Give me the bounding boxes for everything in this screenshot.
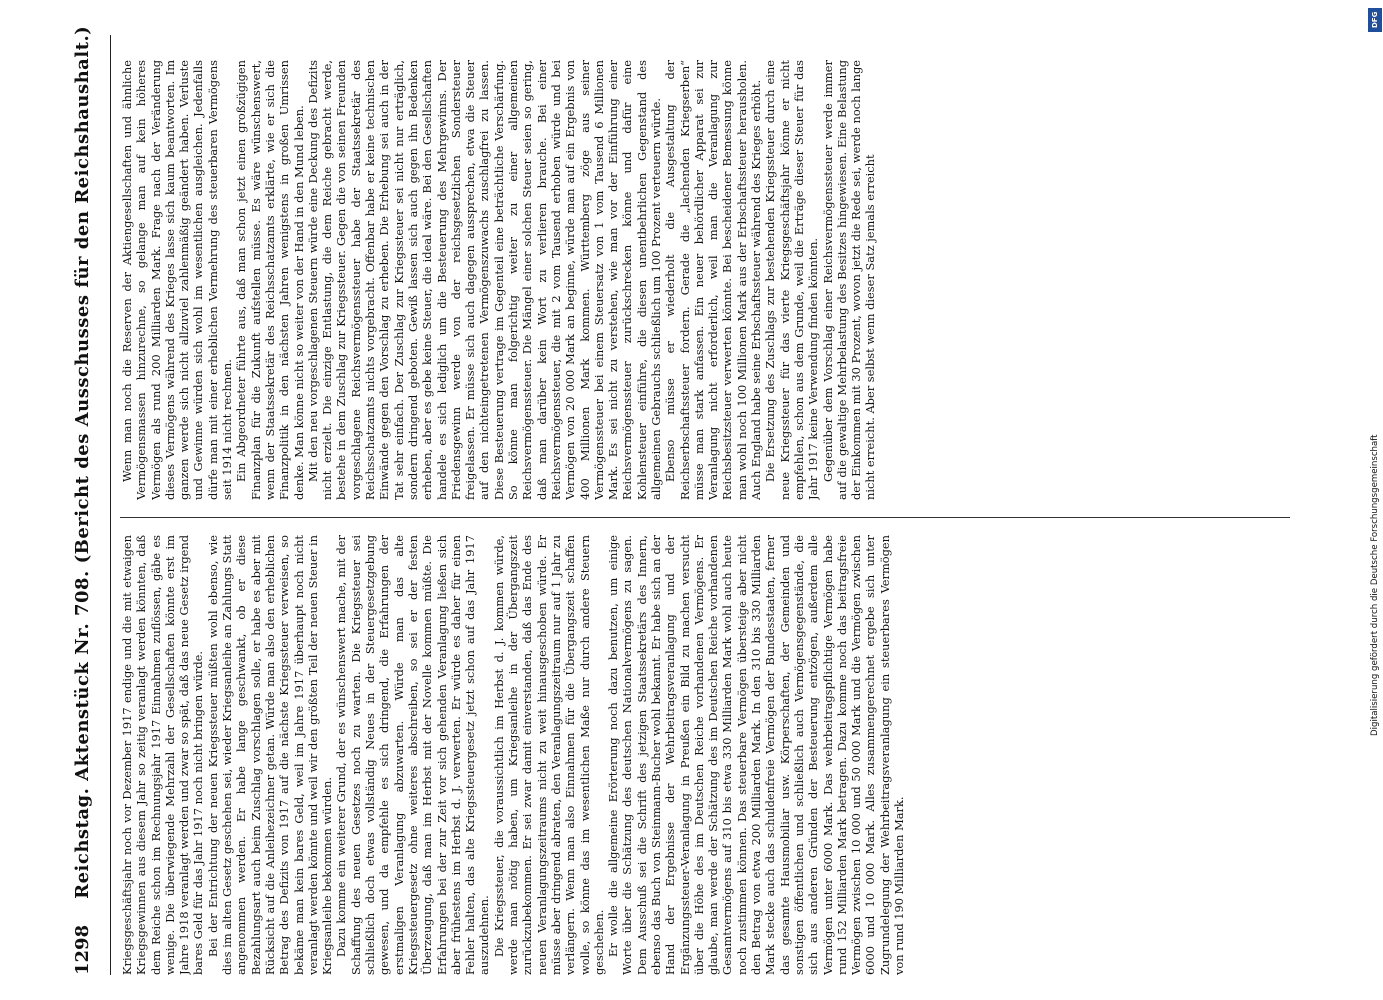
paragraph: Die Kriegssteuer, die voraussichtlich im Herbst d. J. kommen würde, werde man nötig haben, um Kriegsanleihe in der Übergangszeit zurückzubekommen. Er sei zwar damit einverstanden, daß das Ende des neuen Veranlagungszeitraums nicht zu weit hinausgeschoben würde. Er müsse aber dringend abraten, den Veranlagungszeitraum nur auf 1 Jahr zu verlängern. Wenn man also Einnahmen für die Übergangszeit schaffen wolle, so könne das im wesentlichen Maße nur durch andere Steuern geschehen. [491,535,606,975]
paragraph: Dazu komme ein weiterer Grund, der es wünschenswert mache, mit der Schaffung des neuen Gesetzes noch zu warten. Die Kriegssteuer sei schließlich doch etwas vollständig Neues in der Steuergesetzgebung gewesen, und da empfehle es sich dringend, die Erfahrungen der erstmaligen Veranlagung abzuwarten. Würde man das alte Kriegssteuergesetz ohne weiteres abschreiben, so sei er der festen Überzeugung, daß man im Herbst mit der Novelle kommen müßte. Die Erfahrungen bei der zur Zeit vor sich gehenden Veranlagung ließen sich aber frühestens im Herbst d. J. verwerten. Er würde es daher für einen Fehler halten, das alte Kriegssteuergesetz jetzt schon auf das Jahr 1917 auszudehnen. [334,535,492,975]
page-title: Reichstag. Aktenstück Nr. 708. (Bericht des Ausschusses für den Reichshaushalt.) [72,25,93,899]
paragraph: Er wolle die allgemeine Erörterung noch dazu benutzen, um einige Worte über die Schätzung des deutschen Nationalvermögens zu sagen. Dem Ausschuß sei die Schrift des jetzigen Staatssekretärs des Innern, ebenso das Buch von Steinmann-Bucher wohl bekannt. Er habe sich an der Hand der Ergebnisse der Wehrbeitragsveranlagung und der Ergänzungssteuer-Veranlagung in Preußen ein Bild zu machen versucht über die Höhe des im Deutschen Reiche vorhandenen Vermögens. Er glaube, man werde der Schätzung des im Deutschen Reiche vorhandenen Gesamtvermögens auf 310 bis etwa 330 Milliarden Mark wohl auch heute noch zustimmen können. Das steuerbare Vermögen übersteige aber nicht den Betrag von etwa 200 Milliarden Mark. In den 310 bis 330 Milliarden Mark stecke auch das schuldenfreie Vermögen der Bundesstaaten, ferner das gesamte Hausmobiliar usw. Körperschaften, der Gemeinden und sonstigen öffentlichen und schließlich auch Vermögensgegenstände, die sich aus anderen Gründen der Besteuerung entzögen, außerdem alle Vermögen unter 6000 Mark. Das wehrbeitragspflichtige Vermögen habe rund 152 Milliarden Mark betragen. Dazu komme noch das beitragsfreie Vermögen zwischen 10 000 und 50 000 Mark und die Vermögen zwischen 6000 und 10 000 Mark. Alles zusammengerechnet ergebe sich unter Zugrundelegung der Wehrbeitragsveranlagung ein steuerbares Vermögen von rund 190 Milliarden Mark. [606,535,907,975]
page-header [72,25,108,975]
digitization-note: Digitalisierung gefördert durch die Deutsche Forschungsgemeinschaft [1370,434,1380,736]
paragraph: Kriegsgeschäftsjahr noch vor Dezember 1917 endige und die mit etwaigen Kriegsgewinnen aus diesem Jahr so zeitig veranlagt werden könnten, daß dem Reiche schon im Rechnungsjahr 1917 Einnahmen zuflössen, gäbe es wenige. Die überwiegende Mehrzahl der Gesellschaften könnte erst im Jahre 1918 veranlagt werden und zwar so spät, daß das neue Gesetz irgend bares Geld für das Jahr 1917 noch nicht bringen würde. [120,535,206,975]
paragraph: Ein Abgeordneter führte aus, daß man schon jetzt einen großzügigen Finanzplan für die Zukunft aufstellen müsse. Es wäre wünschenswert, wenn der Staatssekretär des Reichsschatzamts erklärte, wie er sich die Finanzpolitik in den nächsten Jahren wenigstens in großen Umrissen denke. Man könne nicht so weiter von der Hand in den Mund leben. [234,60,306,500]
page-number: 1298 [72,924,93,975]
dfg-logo: DFG [1368,8,1382,32]
paragraph: Mit den neu vorgeschlagenen Steuern würde eine Deckung des Defizits nicht erzielt. Die einzige Entlastung, die dem Reiche gebracht werde, bestehe in dem Zuschlag zur Kriegssteuer. Gegen die von seinen Freunden vorgeschlagene Reichsvermögenssteuer habe der Staatssekretär des Reichsschatzamts nichts vorgebracht. Offenbar habe er keine technischen Einwände gegen den Vorschlag zu erheben. Die Erhebung sei auch in der Tat sehr einfach. Der Zuschlag zur Kriegssteuer sei nicht nur erträglich, sondern dringend geboten. Gewiß lassen sich auch gegen ihn Bedenken erheben, aber es gebe keine Steuer, die ideal wäre. Bei den Gesellschaften handele es sich lediglich um die Besteuerung des Mehrgewinns. Der Friedensgewinn werde von der reichsgesetzlichen Sondersteuer freigelassen. Er müsse sich auch dagegen aussprechen, etwa die Steuer auf den nichteingetretenen Vermögenszuwachs zuschlagfrei zu lassen. Diese Besteuerung vertrage im Gegenteil eine beträchtliche Verschärfung. So könne man folgerichtig weiter zu einer allgemeinen Reichsvermögenssteuer. Die Mängel einer solchen Steuer seien so gering, daß man darüber kein Wort zu verlieren brauche. Bei einer Reichsvermögenssteuer, die mit 2 vom Tausend erhoben würde und bei Vermögen von 20 000 Mark an beginne, würde man auf ein Ergebnis von 400 Millionen Mark kommen. Württemberg zöge aus seiner Vermögenssteuer bei einem Steuersatz von 1 vom Tausend 6 Millionen Mark. Es sei nicht zu verstehen, wie man vor der Einführung einer Reichsvermögenssteuer zurückschrecken könne und dafür eine Kohlensteuer einführe, die diesen unentbehrlichen Gegenstand des allgemeinen Gebrauchs schließlich um 100 Prozent verteuern würde. [305,60,663,500]
column-divider [120,517,1290,518]
right-column [120,60,1295,500]
paragraph: Wenn man noch die Reserven der Aktiengesellschaften und ähnliche Vermögensmassen hinzurechne, so gelange man auf kein höheres Vermögen als rund 200 Milliarden Mark. Frage nach der Veränderung dieses Vermögens während des Krieges lasse sich kaum beantworten. Im ganzen werde sich nicht allzuviel zahlenmäßig geändert haben. Verluste und Gewinne würden sich wohl im wesentlichen ausgleichen. Jedenfalls dürfe man mit einer erheblichen Vermehrung des steuerbaren Vermögens seit 1914 nicht rechnen. [120,60,235,500]
rotated-page [72,25,1302,975]
paragraph: Die Ersetzung des Zuschlags zur bestehenden Kriegssteuer durch eine neue Kriegssteuer für das vierte Kriegsgeschäftsjahr könne er nicht empfehlen, schon aus dem Grunde, weil die Erträge dieser Steuer für das Jahr 1917 keine Verwendung finden könnten. [763,60,821,500]
left-column [120,535,1295,975]
paragraph: Gegenüber dem Vorschlag einer Reichsvermögenssteuer werde immer auf die gewaltige Mehrbelastung des Besitzes hingewiesen. Eine Belastung der Einkommen mit 30 Prozent, wovon jetzt die Rede sei, werde noch lange nicht erreicht. Aber selbst wenn dieser Satz jemals erreicht [820,60,878,500]
paragraph: Ebenso müsse er wiederholt die Ausgestaltung der Reichserbschaftssteuer fordern. Gerade die „lachenden Kriegserben“ müsse man stark anfassen. Ein neuer behördlicher Apparat sei zur Veranlagung nicht erforderlich, weil man die Veranlagung zur Reichsbesitzsteuer verwerten könnte. Bei bescheidener Bemessung könne man wohl noch 100 Millionen Mark aus der Erbschaftssteuer herausholen. Auch England habe seine Erbschaftssteuer während des Krieges erhöht. [663,60,764,500]
header-rule [110,35,111,975]
paragraph: Bei der Entrichtung der neuen Kriegssteuer müßten wohl ebenso, wie dies im alten Gesetz geschehen sei, wieder Kriegsanleihe an Zahlungs Statt angenommen werden. Er habe lange geschwankt, ob er diese Bezahlungsart auch beim Zuschlag vorschlagen solle, er habe es aber mit Rücksicht auf die Anleihezeichner getan. Würde man also den erheblichen Betrag des Defizits von 1917 auf die nächste Kriegssteuer verweisen, so bekäme man kein bares Geld, weil im Jahre 1917 überhaupt noch nicht veranlagt werden könnte und weil wir den größten Teil der neuen Steuer in Kriegsanleihe bekommen würden. [205,535,335,975]
